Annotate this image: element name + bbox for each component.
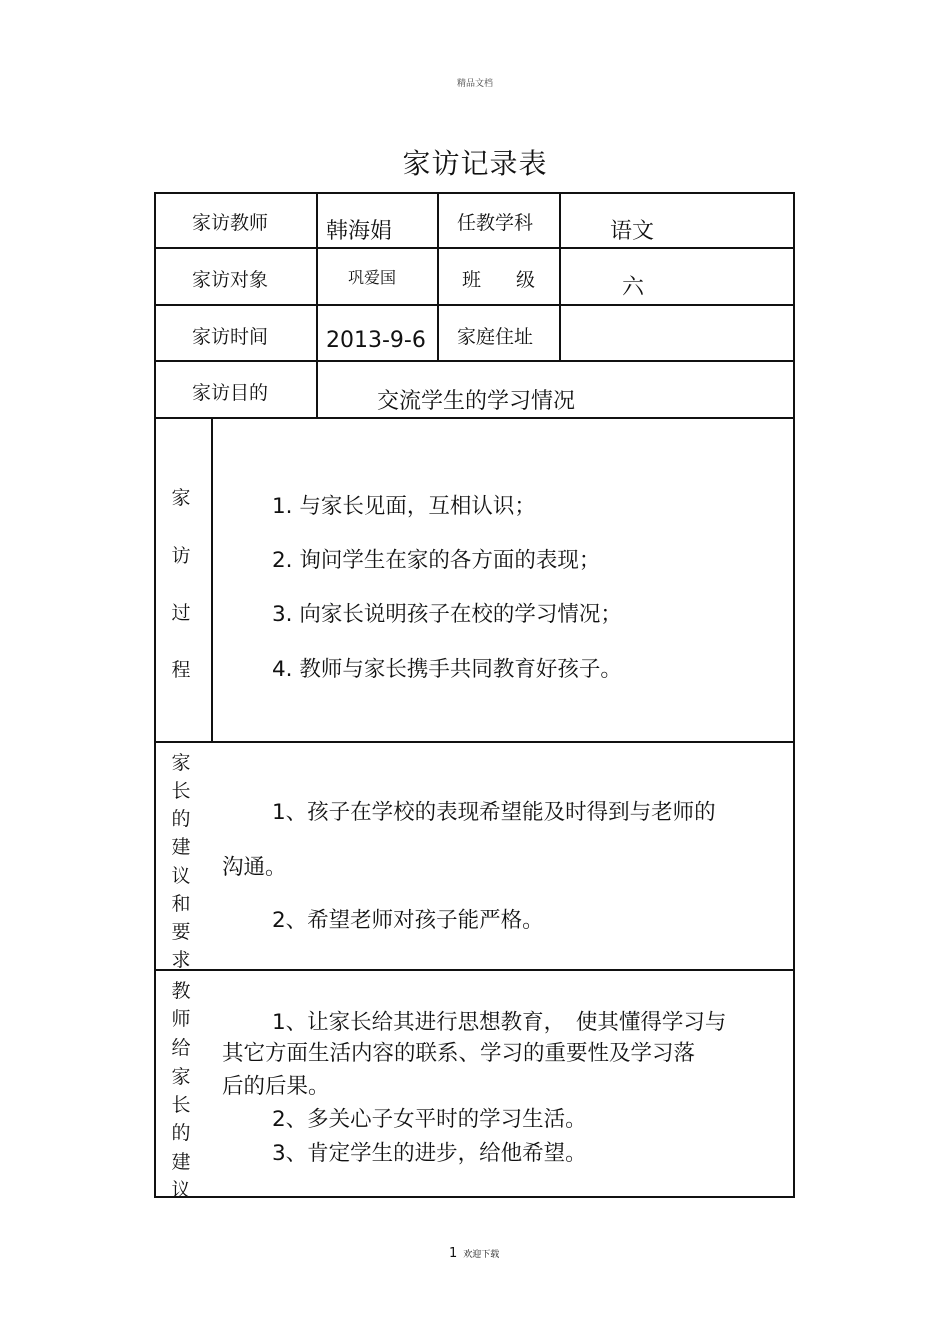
table-border-top	[154, 192, 795, 194]
process-item: 2. 询问学生在家的各方面的表现；	[272, 548, 601, 573]
class-label-char: 班	[462, 269, 482, 291]
page-footer	[449, 1246, 499, 1261]
address-label: 家庭住址	[457, 326, 534, 348]
purpose-value: 交流学生的学习情况	[377, 389, 576, 414]
teacher-advice-label-char: 给	[171, 1037, 191, 1059]
header-note: 精品文档	[456, 79, 493, 89]
subject-label: 任教学科	[457, 212, 534, 234]
parent-advice-label-char: 议	[171, 865, 191, 887]
subject-value: 语文	[610, 219, 655, 244]
parent-advice-line: 1、孩子在学校的表现希望能及时得到与老师的	[272, 800, 716, 825]
document-title: 家访记录表	[402, 147, 548, 180]
row-divider	[154, 741, 795, 743]
teacher-label: 家访教师	[192, 212, 269, 234]
teacher-advice-line: 后的后果。	[222, 1074, 330, 1099]
row-divider	[154, 360, 795, 362]
parent-advice-line: 沟通。	[222, 855, 287, 880]
parent-advice-label-char: 和	[171, 893, 191, 915]
process-label-char: 程	[171, 659, 191, 681]
teacher-advice-label-char: 议	[171, 1179, 191, 1201]
process-label-char: 家	[171, 487, 191, 509]
teacher-advice-label-char: 的	[171, 1122, 191, 1144]
purpose-label: 家访目的	[192, 382, 269, 404]
process-label-char: 过	[171, 602, 191, 624]
page-number: 1	[449, 1246, 458, 1261]
process-item: 1. 与家长见面，互相认识；	[272, 494, 536, 519]
footer-text: 欢迎下载	[463, 1250, 500, 1260]
teacher-advice-label-char: 教	[171, 980, 191, 1002]
process-item: 3. 向家长说明孩子在校的学习情况；	[272, 602, 622, 627]
parent-advice-label-char: 求	[171, 949, 191, 971]
parent-advice-label-char: 家	[171, 752, 191, 774]
teacher-advice-line: 其它方面生活内容的联系、学习的重要性及学习落	[222, 1041, 696, 1066]
parent-advice-label-char: 要	[171, 921, 191, 943]
table-border-left	[154, 192, 156, 1198]
table-border-right	[793, 192, 795, 1198]
teacher-advice-line: 1、让家长给其进行思想教育， 使其懂得学习与	[272, 1010, 727, 1035]
teacher-advice-label-char: 师	[171, 1008, 191, 1030]
teacher-advice-line: 2、多关心子女平时的学习生活。	[272, 1107, 587, 1132]
teacher-value: 韩海娟	[326, 219, 393, 244]
process-item: 4. 教师与家长携手共同教育好孩子。	[272, 657, 622, 682]
row-divider	[154, 417, 795, 419]
student-label: 家访对象	[192, 269, 269, 291]
time-value: 2013-9-6	[326, 328, 426, 353]
row-divider	[154, 304, 795, 306]
row-divider	[154, 247, 795, 249]
parent-advice-line: 2、希望老师对孩子能严格。	[272, 908, 544, 933]
class-value: 六	[622, 275, 645, 300]
process-label-char: 访	[171, 545, 191, 567]
student-value: 巩爱国	[348, 268, 397, 287]
row-divider	[154, 969, 795, 971]
teacher-advice-label-char: 家	[171, 1066, 191, 1088]
teacher-advice-line: 3、肯定学生的进步，给他希望。	[272, 1141, 587, 1166]
time-label: 家访时间	[192, 326, 269, 348]
parent-advice-label-char: 建	[171, 836, 191, 858]
parent-advice-label-char: 长	[171, 780, 191, 802]
column-divider	[316, 192, 318, 418]
class-label-char: 级	[516, 269, 536, 291]
column-divider	[559, 192, 561, 362]
table-border-bottom	[154, 1196, 795, 1198]
teacher-advice-label-char: 建	[171, 1151, 191, 1173]
column-divider	[211, 417, 213, 742]
column-divider	[437, 192, 439, 362]
parent-advice-label-char: 的	[171, 808, 191, 830]
teacher-advice-label-char: 长	[171, 1094, 191, 1116]
